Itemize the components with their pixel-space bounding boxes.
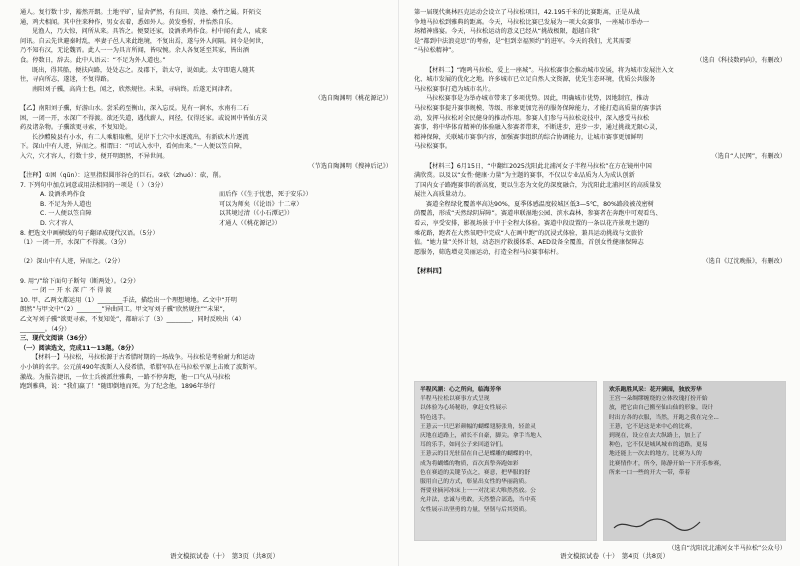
passage-line: 是“都到中法浪竞思”的考验，是“但到幸福预约”的进军。今天的我们，尤其需要 (414, 37, 632, 45)
passage-line: 困，一闭一开，水深广不得渡。欲还失道，遇伐薪人，问径，仅得还家。或说困中皆仙方灵 (20, 114, 268, 122)
newspaper-clipping-right (603, 381, 786, 541)
question-9-stem: 9. 用“/”给下面句子断句（断两处）。（2分） (20, 277, 140, 285)
option-d-compare: 才通人（《桃花源记》） (219, 220, 281, 228)
material-3-line: 了国内女子路跑赛事的新高度，更以生态为文化的深度融合，为沈阳此北浦河区的高质量发 (414, 181, 662, 189)
material-3-line: 看云，享受安排，影视场景于中于全程大体验。赛道中段设置的一条以花卉景观主题的 (414, 220, 650, 228)
question-7-options (20, 190, 392, 228)
question-7-stem: 7. 下列句中加点词意或用法相同的一项是（ ）（3分） (20, 181, 167, 189)
material-3-line: 愿服务，筛选增竞美丽运动，打造全程马拉赛事标杆。 (414, 248, 563, 256)
question-8-sub2: （2）深山中有人迹，异而之。（2分） (20, 258, 124, 266)
section-3a-heading: （一）阅读选文，完成11～13题。（8分） (20, 344, 138, 352)
passage-line: 争地马拉松到雅典的距离。今天，马拉松比赛已发展为一项大众赛事，一座城市举办一 (414, 18, 650, 26)
material-4-label: 【材料四】 (414, 268, 445, 276)
clip-line: 特色选手。 (420, 414, 449, 421)
source-citation: （选自《辽沈晚报》，有删改） (702, 258, 786, 266)
passage-line: 食。停数日，辞去。此中人语云：“不足为外人道也。” (20, 56, 166, 64)
clip-line: 到现在，设立在去大纵路上，加上了 (609, 433, 702, 440)
option-c-compare: 以其境过清（《小石潭记》） (219, 210, 294, 218)
source-citation: （选自“人民网”，有删改） (711, 152, 786, 160)
option-a[interactable]: A. 设酒杀鸡作食 (40, 191, 86, 199)
section-3-heading: 三、现代文阅读（36分） (20, 335, 91, 343)
clip-line: 成为将蝴蝶的物质，首次真挚奔跑如彩 (420, 460, 519, 467)
clip-line: 胥要业摘河冰床上一一对沈采大唯然然放。公 (420, 488, 536, 495)
question-10-line2: 朗然”与甲文中“（2）________”异曲同工。甲文写刘子骥“欣然规往”“未果”， (20, 306, 229, 314)
clip-line: 比赛情作才，所今，陈静开始一下开乐参赛， (609, 460, 725, 467)
passage-line: 长沙醴陵县有小水，有二人乘船取樵，见岸下土穴中水逐流出，有新砍木片逐流 (32, 133, 249, 141)
material-3-line: 满欣赏。以及以“女性·健康·力量”为主题的赛事，不仅以专业品质为人为成认创新 (414, 172, 635, 180)
page-footer-left: 语文模拟试卷（十） 第3页（共8页） (170, 552, 280, 560)
clip-line: 允并法，忠诚与勇敢，天然整合部选，当中英 (420, 497, 536, 504)
material-2-line: 赛事，将中华体育精神的体验融入参赛者带来，不断进步，进步一步，通过挑战无限心灵， (414, 124, 662, 132)
material-2-line: 马拉松赛事打造为城市名片。 (414, 85, 495, 93)
annotation-note: 【注释】①困（qūn）：这里指似圆形谷仓的巨石。②砍（zhuó）：砍，削。 (20, 172, 225, 180)
clip-line: 服用自己的方式，彰显出女性的华丽韵质。 (420, 479, 531, 486)
question-10-line1: 10. 甲、乙两文都运用（1）________手法，描绘出一个理想境地。乙文中“开明 (20, 296, 237, 304)
clip-line: 半程风潮：心之所向，临海芳华 (420, 387, 502, 393)
right-page-column (414, 8, 786, 277)
source-citation: （选自《科技数码向》，有删改） (696, 56, 786, 64)
material-1-line: 激战。为报告捷讯，一位士兵被派往雅典，一路不停奔跑，他一口气从马拉松 (20, 373, 231, 381)
clip-line: 庆地在道路上，裙长不自豪，脚尖。拿手当地人 (420, 433, 542, 440)
material-2-line: 【材料二】“跑鸣马拉松，爱上一座城”。马拉松赛事会推动城市发展，将为城市发展注入文 (426, 66, 674, 74)
material-2-line: 马拉松赛事提升赛事规模、等级、形象更加完善的服务保障能力，才能打造高质量的赛事活 (414, 104, 662, 112)
clip-line: 放，把它由自己搬至仙山仙的形象，设计 (609, 405, 714, 412)
clip-line: 女性展示出坚勇的力量，坚韧与后其资质。 (420, 506, 531, 513)
material-3-line: 乘花路，跑者在大然氧吧中完成“人在画中跑”的沉浸式体验，兼具运动挑战与文旅价 (414, 229, 644, 237)
passage-line: 问讯。自云先世避秦时乱，率妻子邑人来此绝境，不复出焉，遂与外人间隔。问今是何世， (20, 37, 268, 45)
clip-line: 地还能上一次去的地方，比赛为人的 (609, 451, 702, 458)
question-8-stem: 8. 把选文中画横线的句子翻译成现代汉语。（5分） (20, 229, 159, 237)
answer-space[interactable] (20, 267, 392, 277)
source-citation: （选自陶渊明《桃花源记》） (314, 95, 392, 103)
material-4-images (414, 381, 786, 541)
passage-line: 【乙】南阳刘子骥，好游山水。尝采药至衡山，深入忘反。见有一涧水，水南有二石 (20, 104, 249, 112)
clip-line: 王宫一朵绸缪缠绕的立体玫瑰打扮开始 (609, 396, 708, 403)
material-2-line: 马拉松赛事。 (414, 143, 452, 151)
clip-line: 耳的乐手，如同公子来回道谷们。 (420, 442, 507, 449)
material-3-line: 展注入高质量动力。 (414, 191, 470, 199)
passage-line: 通人。复行数十步，豁然开朗。土地平旷，屋舍俨然，有良田、美池、桑竹之属。阡陌交 (20, 9, 262, 16)
clip-line: 色在赛道的关键节点之，赛意，把华服的舒 (420, 469, 531, 476)
material-1-line: 【材料一】马拉松，马拉松源于古希腊时期的一场战争。马拉松是考验耐力和运动 (32, 354, 255, 362)
passage-line: 场精神盛宴。今天，马拉松运动的意义已经从“挑战极限，超越自我” (414, 28, 600, 36)
passage-line: 入穴，穴才容人，行数十步，便开明朗然，不异世间。 (20, 152, 169, 160)
passage-line: “马拉松精神”。 (414, 47, 458, 55)
passage-line: 下。深山中有人迹，异而之。相谓曰：“可试入水中，看何由来。”一人便以笠自障， (20, 143, 247, 151)
clip-line: 王薏云一只巴彩颜幅的蝴蝶翅膀张角，轻盈灵 (420, 423, 536, 430)
option-d[interactable]: D. 穴才容人 (40, 220, 74, 228)
material-2-line: 化、城市发展的优化之地。许多城市已立足自然人文资源，优先生态环境，优质公共服务 (414, 76, 656, 84)
clip-line: 以体验为心场秘纷，拿赶女性展示 (420, 405, 507, 412)
clip-line: 种色，它不仅是城风城市的道路，更易 (609, 442, 708, 449)
material-2-line: 马拉松赛事是为举办城市带来了多项优势。因此，明确城市优势，因地制宜，推动 (426, 95, 649, 103)
option-c[interactable]: C. 一人便以笠自障 (40, 210, 92, 218)
passage-line: 通，鸡犬相闻。其中往来种作，男女衣着，悉如外人。黄发垂髫，并怡然自乐。 (20, 18, 237, 26)
material-2-line: 精神保障，关联城市赛事内容，加强赛事组织的综合协调能力，让城市赛事更加鲜明 (414, 133, 643, 141)
material-4-caption: （选自“沈阳沈北浦河女半马拉松”公众号） (668, 545, 786, 552)
question-10-line3: 乙文写刘子骥“欲更寻索，不复知处”，都暗示了（3）________，同时反映出（4） (20, 316, 245, 323)
left-page-column (20, 8, 392, 392)
material-3-line: 赛道全程绿化覆盖率高达90%，夏季体感温度较城区低3—5℃，80%路段被茂密树 (426, 200, 654, 208)
answer-space[interactable] (20, 248, 392, 258)
passage-line: 药及诸杂物。子骥欲更寻索，不复知处。 (20, 124, 132, 132)
passage-line: 南阳刘子骥，高尚士也，闻之，欣然规往。未果，寻病终。后遂无问津者。 (32, 85, 237, 93)
handwriting-scribble-icon (612, 516, 702, 534)
clip-line: 欢乐跑胜风采：花开满园，独放芳华 (609, 387, 702, 393)
clip-line: 所来一口一些的开大一带，带着 (609, 469, 691, 476)
material-2-line: 动，发挥马拉松对全民健身的推动作用。参赛人们参与马拉松竞技中，深入感受马拉松 (414, 114, 650, 122)
option-a-compare: 而后作（《生于忧患，死于安乐》） (219, 191, 312, 199)
material-3-line: 值。“她力量”关怀计划，动态医疗救援体系、AED设备全覆盖，首创女性健康保障志 (414, 239, 644, 247)
clip-line: 半程马拉松以赛事方式呈现 (420, 396, 490, 403)
passage-line: 第一届现代奥林匹克运动会设立了马拉松项目，42.195千米的比赛距离，正是从战 (414, 9, 640, 16)
option-b[interactable]: B. 不足为外人道也 (40, 200, 92, 208)
material-1-line: 跑到雅典，说：“我们赢了！”随即倒地而死。为了纪念他，1896年举行 (20, 383, 216, 391)
material-1-line: 小小镇的名字。公元前490年波斯人入侵希腊，希腊军队在马拉松平原上击败了波斯军。 (20, 363, 261, 371)
passage-line: 见渔人，乃大惊，问所从来。具答之。便要还家，设酒杀鸡作食。村中闻有此人，咸来 (32, 28, 268, 36)
material-3-line: 【材料三】6月15日，“中翻红2025沈阳此北浦河女子半程马拉松”在方在镜州中国 (426, 162, 652, 170)
clip-line: 王薏，它不是这是来中心的比赛， (609, 423, 696, 430)
question-9-sentence[interactable]: 一 闭 一 开 水 深 广 不 得 渡 (32, 287, 112, 295)
page-footer-right: 语文模拟试卷（十） 第4页（共8页） (560, 552, 670, 560)
passage-line: 乃不知有汉，无论魏晋。此人一一为具言所闻，皆叹惋。余人各复延至其家，皆出酒 (20, 47, 249, 55)
question-10-line4: ________。（4分） (20, 325, 71, 333)
passage-line: 往，寻向所志，遂迷，不复得路。 (20, 76, 113, 84)
newspaper-clipping-left (414, 381, 597, 541)
option-b-compare: 可以为师矣（《论语》十二章） (219, 200, 303, 208)
question-8-sub1: （1）一闭一开，水深广不得渡。（3分） (20, 239, 130, 247)
material-3-line: 荫覆盖，形成“天然绿阴屏障”。赛道串联湿地公园、滨水森林，参赛者在奔跑中可观看鸟、 (414, 210, 662, 218)
clip-line: 时出方各的衣服，当然，开跑之我在完全... (609, 414, 719, 421)
clip-line: 王薏云的目光驻留在自己是蝶雕的蝴蝶的中， (420, 451, 536, 458)
page-fold-divider (398, 0, 399, 566)
source-citation: （节选自陶渊明《搜神后记》） (308, 162, 392, 170)
passage-line: 既出，得其船，便扶向路，处处志之。及郡下，诣太守，说如此。太守即遣人随其 (32, 66, 255, 74)
